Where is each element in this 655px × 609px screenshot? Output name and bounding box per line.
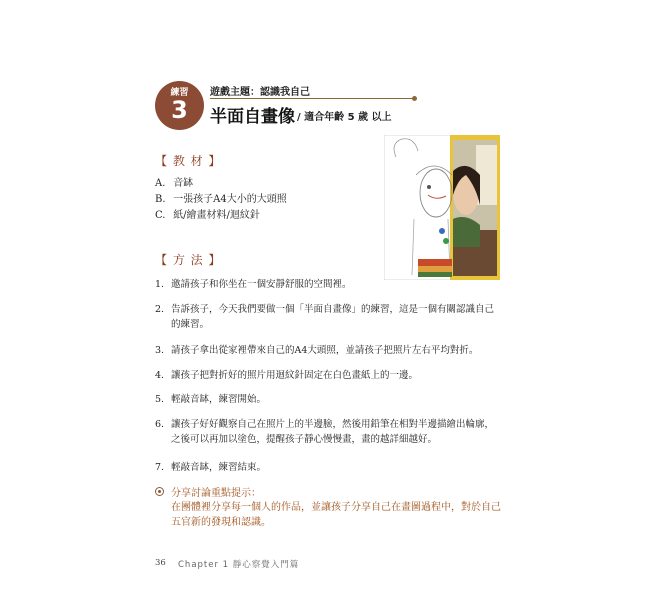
tip-heading: 分享討論重點提示：	[171, 488, 261, 499]
step-number: 5.	[155, 394, 165, 405]
crayon-stripe-orange	[418, 266, 452, 272]
material-item	[155, 177, 193, 191]
material-item	[155, 209, 260, 223]
header-rule-dot	[412, 96, 417, 101]
material-label: A.	[155, 178, 166, 189]
drawn-button-green	[443, 238, 449, 244]
step-text: 邀請孩子和你坐在一個安靜舒服的空間裡。	[171, 279, 352, 290]
method-step	[155, 302, 500, 332]
exercise-badge	[155, 81, 204, 130]
material-item	[155, 193, 287, 207]
game-theme: 遊戲主題：認識我自己	[210, 87, 310, 98]
step-number: 7.	[155, 462, 165, 473]
drawn-button-blue	[439, 228, 445, 234]
method-heading: 【 方 法 】	[155, 253, 222, 267]
method-step	[155, 343, 500, 358]
step-text: 告訴孩子，今天我們要做一個「半面自畫像」的練習，這是一個有關認識自己的練習。	[171, 304, 495, 330]
method-step	[155, 392, 500, 407]
step-text: 輕敲音缽，練習開始。	[171, 394, 267, 405]
tip-body: 在團體裡分享每一個人的作品，並讓孩子分享自己在畫圖過程中，對於自己五官新的發現和認識。	[171, 502, 501, 528]
materials-heading: 【 教 材 】	[155, 154, 222, 168]
material-text: 音缽	[173, 178, 194, 189]
material-text: 紙/繪畫材料/迴紋針	[173, 210, 260, 221]
half-portrait-illustration	[384, 135, 500, 280]
step-number: 2.	[155, 304, 165, 315]
method-step	[155, 417, 500, 447]
step-number: 1.	[155, 279, 165, 290]
material-label: C.	[155, 210, 166, 221]
badge-number: 3	[171, 96, 188, 124]
header-rule	[210, 98, 415, 99]
crayon-stripe-green	[418, 272, 452, 277]
step-text: 輕敲音缽，練習結束。	[171, 462, 267, 473]
page-number: 36	[155, 558, 166, 568]
age-note: / 適合年齡 5 歲 以上	[297, 112, 392, 123]
step-number: 3.	[155, 345, 165, 356]
bullet-icon	[155, 487, 164, 496]
method-step	[155, 368, 500, 383]
step-number: 4.	[155, 370, 165, 381]
chapter-footer: Chapter 1 靜心察覺入門篇	[178, 560, 300, 570]
badge-label: 練習	[170, 88, 189, 98]
step-text: 讓孩子好好觀察自己在照片上的半邊臉，然後用鉛筆在相對半邊描繪出輪廓，之後可以再加以塗色，提醒孩子靜心慢慢畫，畫的越詳細越好。	[171, 419, 495, 445]
method-step	[155, 460, 500, 475]
drawn-eye	[427, 185, 431, 189]
material-label: B.	[155, 194, 166, 205]
crayon-stripe-red	[418, 259, 452, 266]
step-number: 6.	[155, 419, 165, 430]
step-text: 請孩子拿出從家裡帶來自己的A4大頭照，並請孩子把照片左右平均對折。	[171, 345, 479, 356]
material-text: 一張孩子A4大小的大頭照	[173, 194, 287, 205]
step-text: 讓孩子把對折好的照片用迴紋針固定在白色畫紙上的一邊。	[171, 370, 419, 381]
page-title: 半面自畫像	[210, 107, 295, 127]
